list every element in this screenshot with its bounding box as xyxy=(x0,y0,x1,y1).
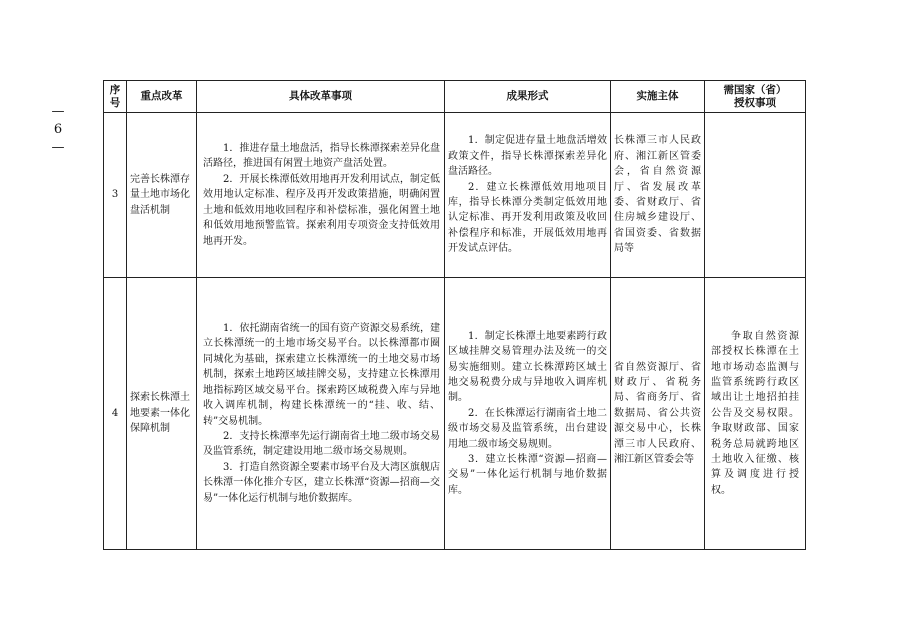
header-subject: 实施主体 xyxy=(611,81,705,113)
row-subject: 省自然资源厅、省财政厅、省税务局、省商务厅、省数据局、省公共资源交易中心，长株潭三市人民政府、湘江新区管委会等 xyxy=(611,278,705,550)
result-paragraph: 3．建立长株潭“资源—招商—交易”一体化运行机制与地价数据库。 xyxy=(448,454,607,496)
detail-paragraph: 3．打造自然资源全要素市场平台及大湾区旗舰店长株潭一体化推介专区，建立长株潭“资源—招商—交易”一体化运行机制与地价数据库。 xyxy=(203,461,440,504)
detail-paragraph: 1．依托湖南省统一的国有资产资源交易系统，建立长株潭统一的土地市场交易平台。以长株潭都市圈同城化为基础，探索建立长株潭统一的土地交易市场机制，探索土地跨区域挂牌交易，支持建立长株潭用地指标跨区域交易平台。探索跨区域税费入库与异地收入调库机制，构建长株潭统一的“挂、收、结、转”交易机制。 xyxy=(203,323,440,427)
row-result xyxy=(445,278,611,550)
detail-paragraph: 2．开展长株潭低效用地再开发利用试点，制定低效用地认定标准、程序及再开发政策措施，明确闲置土地和低效用地收回程序和补偿标准，强化闲置土地和低效用地预警监管。探索利用专项资金支持低效用地再开发。 xyxy=(203,173,440,247)
page-number-value: 6 xyxy=(53,122,63,137)
header-seq: 序号 xyxy=(104,81,127,113)
result-paragraph: 2．建立长株潭低效用地项目库，指导长株潭分类制定低效用地认定标准、再开发利用政策及收回补偿程序和标准，开展低效用地再开发试点评估。 xyxy=(448,181,607,255)
page-number-dash-bottom: — xyxy=(51,140,65,155)
table-row xyxy=(104,113,806,278)
result-paragraph: 1．制定促进存量土地盘活增效政策文件，指导长株潭探索差异化盘活路径。 xyxy=(448,135,607,178)
header-detail: 具体改革事项 xyxy=(197,81,445,113)
header-result: 成果形式 xyxy=(445,81,611,113)
row-detail xyxy=(197,113,445,278)
header-auth: 需国家（省）授权事项 xyxy=(705,81,806,113)
header-reform: 重点改革 xyxy=(127,81,197,113)
table-row xyxy=(104,278,806,550)
row-result xyxy=(445,113,611,278)
reform-table xyxy=(103,80,806,550)
row-auth xyxy=(705,113,806,278)
row-detail xyxy=(197,278,445,550)
row-seq: 3 xyxy=(104,113,127,278)
row-seq: 4 xyxy=(104,278,127,550)
auth-text: 争取自然资源部授权长株潭在土地市场动态监测与监管系统跨行政区域出让土地招拍挂公告及交易权限。争取财政部、国家税务总局就跨地区土地收入征缴、核算及调度进行授权。 xyxy=(711,330,799,496)
detail-paragraph: 2．支持长株潭率先运行湖南省土地二级市场交易及监管系统，制定建设用地二级市场交易规则。 xyxy=(203,430,440,458)
table-header-row xyxy=(104,81,806,113)
row-reform: 探索长株潭土地要素一体化保障机制 xyxy=(127,278,197,550)
result-paragraph: 2．在长株潭运行湖南省土地二级市场交易及监管系统，出台建设用地二级市场交易规则。 xyxy=(448,407,607,450)
row-auth xyxy=(705,278,806,550)
page-number-dash-top: — xyxy=(51,104,65,119)
result-paragraph: 1．制定长株潭土地要素跨行政区域挂牌交易管理办法及统一的交易实施细则。建立长株潭跨区域土地交易税费分成与异地收入调库机制。 xyxy=(448,330,607,404)
row-subject: 长株潭三市人民政府、湘江新区管委会，省自然资源厅、省发展改革委、省财政厅、省住房城乡建设厅、省国资委、省数据局等 xyxy=(611,113,705,278)
row-reform: 完善长株潭存量土地市场化盘活机制 xyxy=(127,113,197,278)
detail-paragraph: 1．推进存量土地盘活，指导长株潭探索差异化盘活路径，推进国有闲置土地资产盘活处置。 xyxy=(203,143,440,170)
page-number xyxy=(38,105,78,155)
